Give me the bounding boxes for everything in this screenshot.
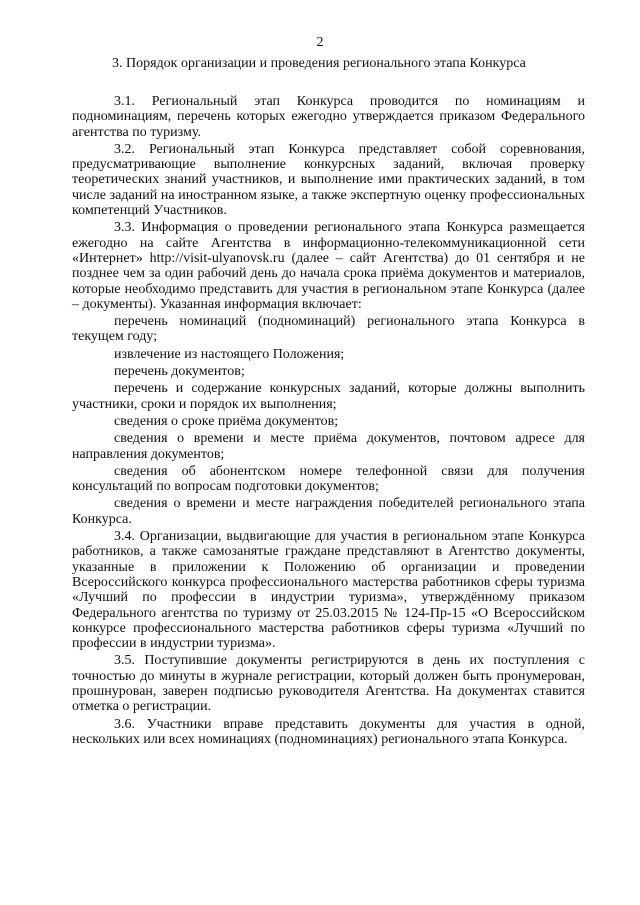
list-item: сведения о времени и месте награждения победителей регионального этапа Конкурса.: [72, 496, 585, 527]
paragraph-3-3: 3.3. Информация о проведении регионального этапа Конкурса размещается ежегодно на сайте Агентства в информационно-телекоммуникационной сети «Интернет» http://visit-ulyanovsk.ru (далее – сайт Агентства) до 01 сентября и не позднее чем за один рабочий день до начала срока приёма документов и материалов, которые необходимо представить для участия в региональном этапе Конкурса (далее – документы). Указанная информация включает:: [72, 220, 585, 312]
section-heading: 3. Порядок организации и проведения регионального этапа Конкурса: [112, 56, 526, 71]
paragraph-3-1: 3.1. Региональный этап Конкурса проводится по номинациям и подноминациям, перечень которых ежегодно утверждается приказом Федерального агентства по туризму.: [72, 94, 585, 140]
paragraph-3-4: 3.4. Организации, выдвигающие для участия в региональном этапе Конкурса работников, а также самозанятые граждане представляют в Агентство документы, указанные в приложении к Положению об организации и проведении Всероссийского конкурса профессионального мастерства работников сферы туризма «Лучший по профессии в индустрии туризма», утверждённому приказом Федерального агентства по туризму от 25.03.2015 № 124-Пр-15 «О Всероссийском конкурсе профессионального мастерства работников сферы туризма «Лучший по профессии в индустрии туризма».: [72, 529, 585, 652]
paragraph-3-6: 3.6. Участники вправе представить документы для участия в одной, нескольких или всех номинациях (подноминациях) регионального этапа Конкурса.: [72, 716, 585, 747]
list-item: сведения о времени и месте приёма документов, почтовом адресе для направления документов;: [72, 431, 585, 462]
list-item: перечень и содержание конкурсных заданий, которые должны выполнить участники, сроки и порядок их выполнения;: [72, 381, 585, 412]
list-item: перечень документов;: [114, 364, 245, 380]
list-item: сведения о сроке приёма документов;: [114, 413, 339, 429]
paragraph-3-2: 3.2. Региональный этап Конкурса представляет собой соревнования, предусматривающие выполнение конкурсных заданий, включая проверку теоретических знаний участников, и выполнение ими практических заданий, в том числе заданий на иностранном языке, а также экспертную оценку профессиональных компетенций Участников.: [72, 141, 585, 219]
list-item: сведения об абонентском номере телефонной связи для получения консультаций по вопросам подготовки документов;: [72, 463, 585, 495]
page-number: 2: [316, 35, 324, 50]
list-item: перечень номинаций (подноминаций) регионального этапа Конкурса в текущем году;: [72, 314, 585, 345]
document-body: [72, 94, 585, 749]
paragraph-3-5: 3.5. Поступившие документы регистрируются в день их поступления с точностью до минуты в журнале регистрации, который должен быть пронумерован, прошнурован, заверен подписью руководителя Агентства. На документах ставится отметка о регистрации.: [72, 653, 585, 715]
list-item: извлечение из настоящего Положения;: [114, 346, 345, 362]
